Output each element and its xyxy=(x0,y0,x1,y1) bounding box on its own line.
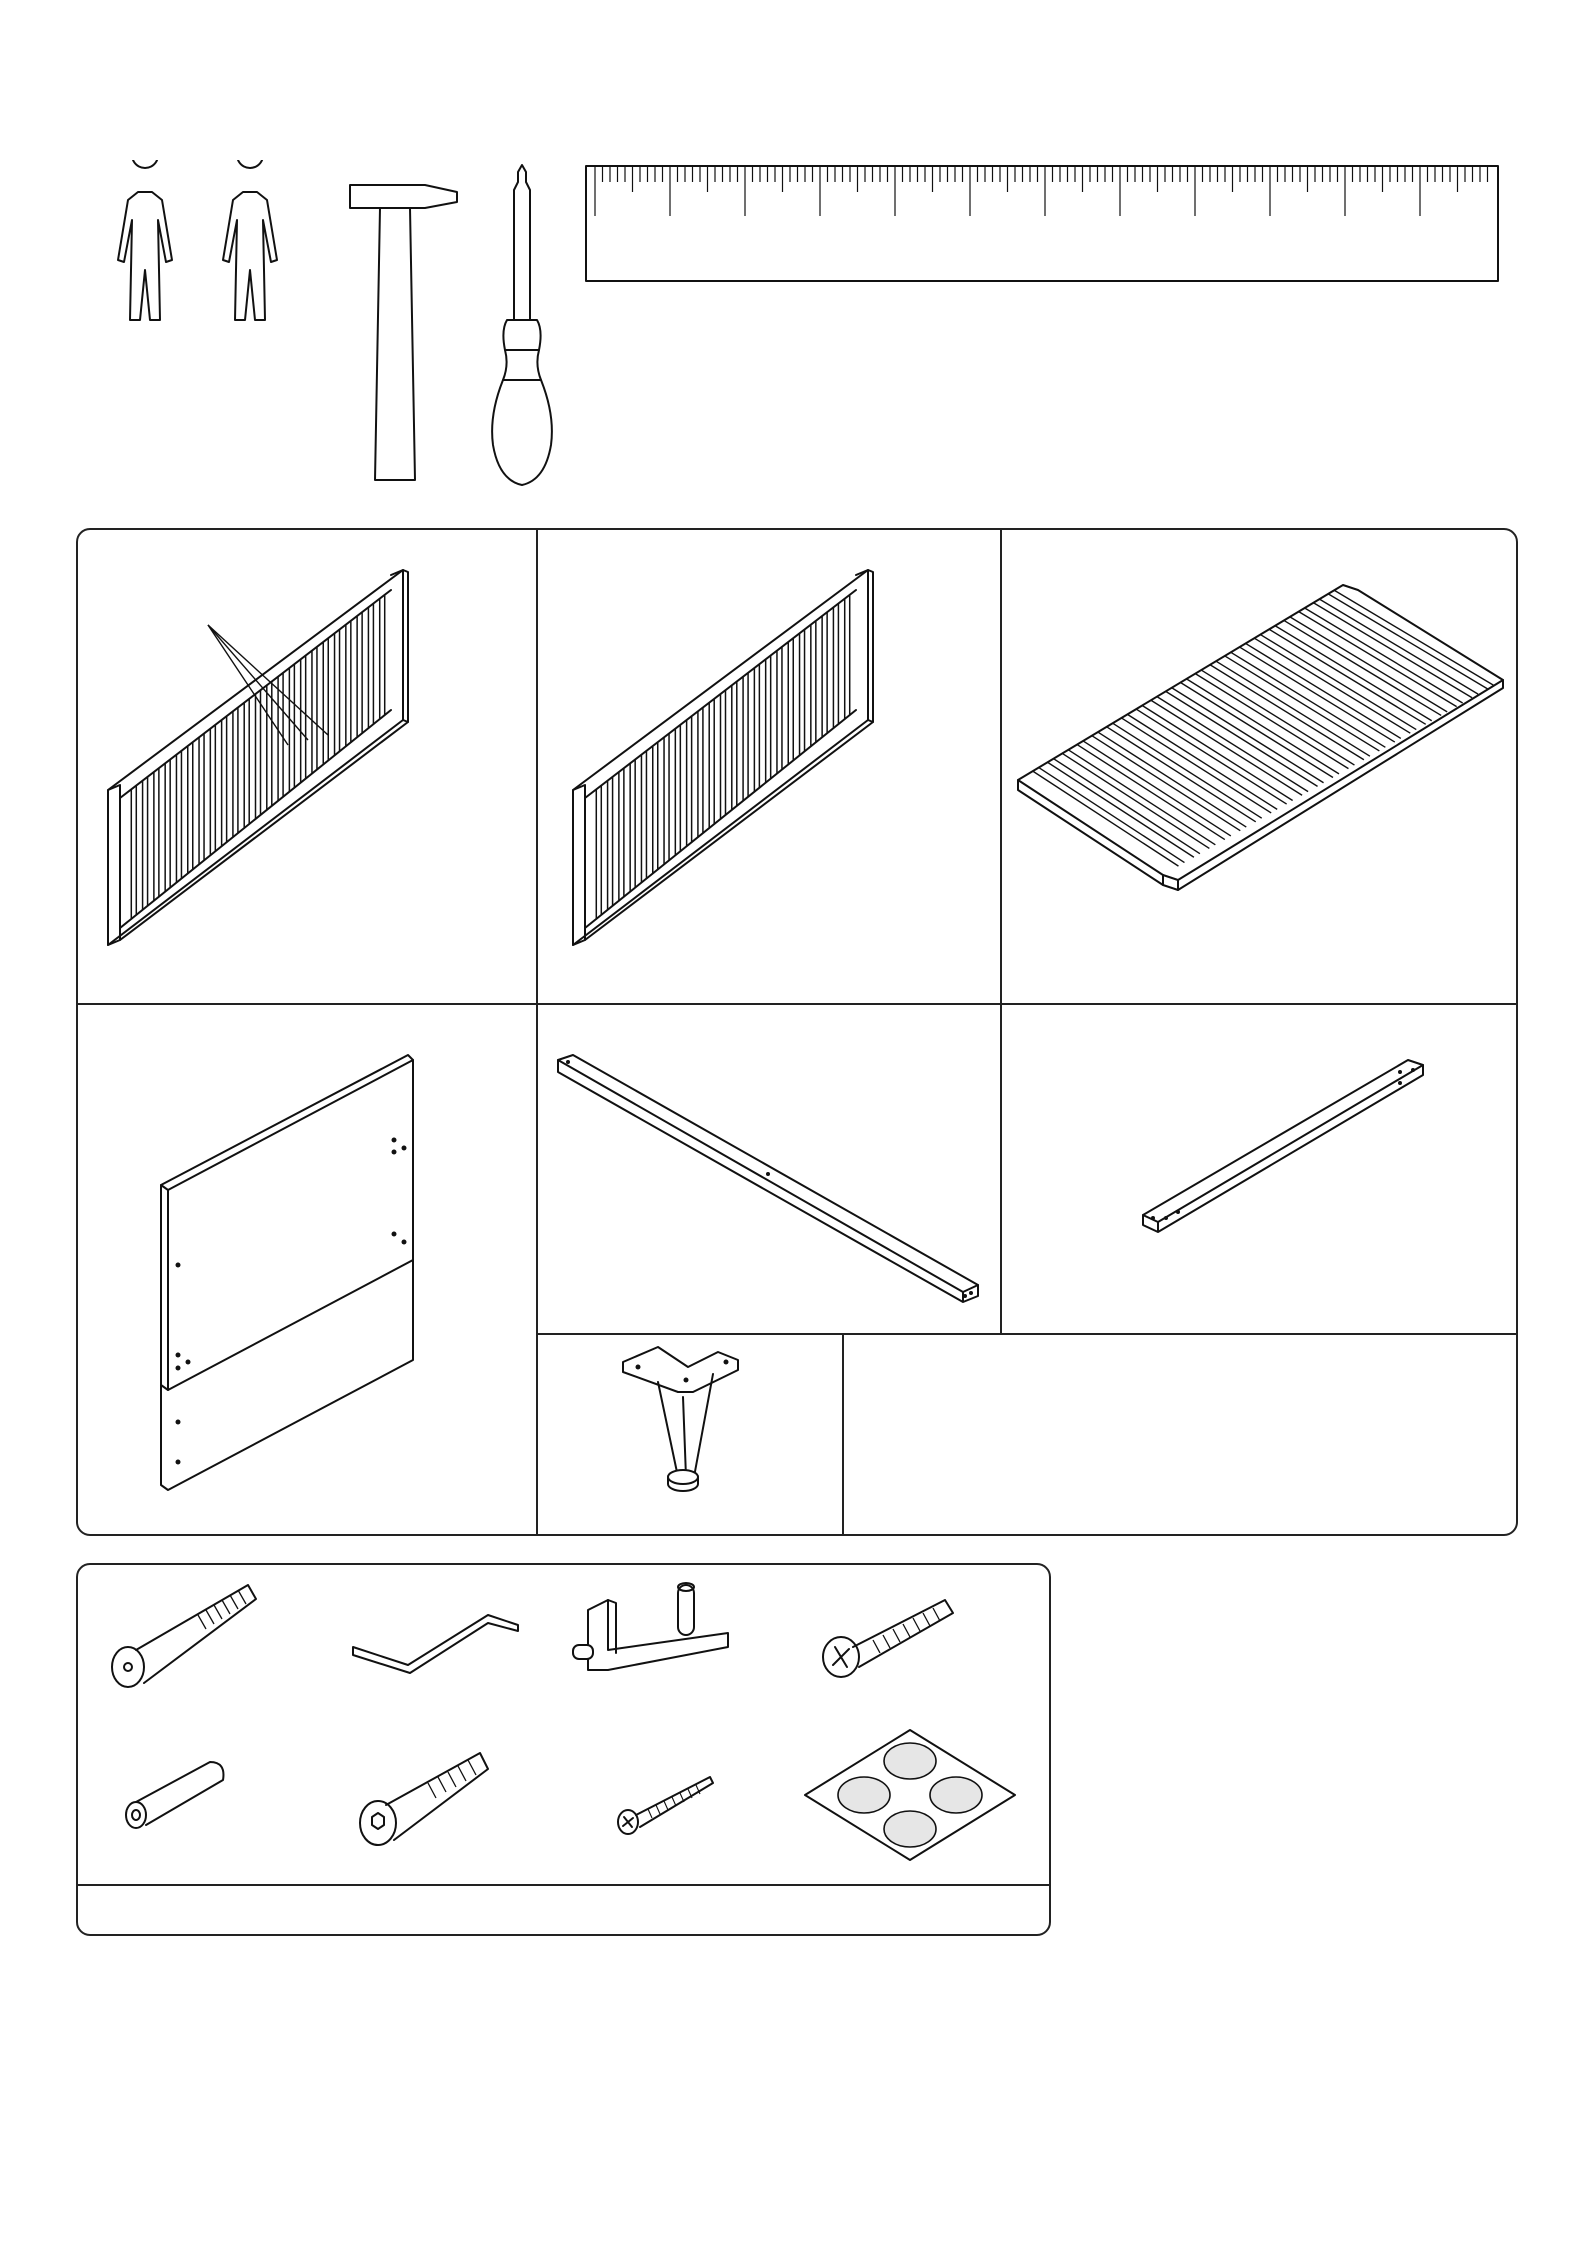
wooden-dowel-icon xyxy=(118,1750,238,1840)
long-beam-icon xyxy=(553,1050,993,1310)
two-persons-icon xyxy=(100,160,310,330)
hardware-panel xyxy=(76,1563,1051,1936)
long-hex-bolt-icon xyxy=(98,1575,278,1695)
phillips-screwdriver-icon xyxy=(485,160,575,500)
allen-key-icon xyxy=(348,1595,528,1675)
angle-bracket-icon xyxy=(568,1575,748,1695)
hammer-icon xyxy=(345,170,475,490)
phillips-bolt-icon xyxy=(813,1585,973,1695)
hairpin-leg-icon xyxy=(608,1342,768,1517)
hardware-divider xyxy=(76,1883,1051,1887)
parts-panel xyxy=(76,528,1518,1536)
side-rail-panel-icon xyxy=(563,550,983,990)
slatted-base-icon xyxy=(1013,580,1513,910)
wood-screw-icon xyxy=(608,1765,728,1845)
short-hex-bolt-icon xyxy=(348,1745,518,1855)
end-board-icon xyxy=(158,1030,458,1510)
ruler-icon xyxy=(585,165,1500,283)
side-rail-panel-icon xyxy=(98,550,518,990)
tools-row xyxy=(100,160,1500,500)
felt-pads-icon xyxy=(800,1725,1020,1865)
short-beam-icon xyxy=(1138,1050,1438,1240)
